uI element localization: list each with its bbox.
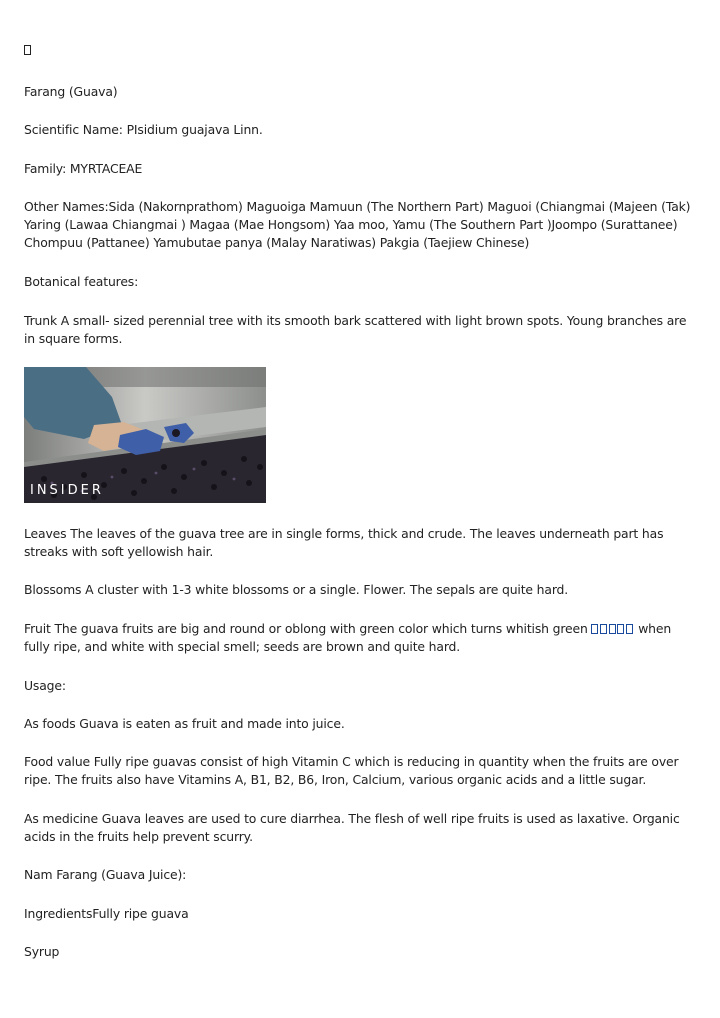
botanical-features-heading: Botanical features:	[24, 274, 139, 289]
other-names: Other Names:Sida (Nakornprathom) Maguoiga Mamuun (The Northern Part) Maguoi (Chiangmai (Majeen (Tak) Yaring (Lawaa Chiangmai ) Magaa (Mae Hongsom) Yaa moo, Yamu (The Southern Part )Joompo (Surattanee) Chompuu (Pattanee) Yamubutae panya (Malay Naratiwas) Pakgia (Taejiew Chinese)	[24, 199, 691, 250]
fruit-paragraph	[24, 620, 696, 656]
scientific-name: Scientific Name: PIsidium guajava Linn.	[24, 122, 263, 137]
fruit-text-after-link: when fully ripe, and white with special smell; seeds are brown and quite hard.	[24, 621, 672, 654]
family-name: Family: MYRTACEAE	[24, 161, 143, 176]
missing-glyph-icon	[24, 45, 31, 55]
as-medicine-paragraph: As medicine Guava leaves are used to cure diarrhea. The flesh of well ripe fruits is used as laxative. Organic acids in the fruits help prevent scurry.	[24, 811, 680, 844]
missing-glyph-icon	[617, 624, 624, 634]
guava-processing-photo	[24, 367, 266, 503]
page-heading: Farang (Guava)	[24, 84, 118, 99]
missing-glyph-icon	[626, 624, 633, 634]
inline-link[interactable]	[591, 621, 634, 636]
blossoms-paragraph: Blossoms A cluster with 1-3 white blossoms or a single. Flower. The sepals are quite hard.	[24, 582, 569, 597]
syrup-line: Syrup	[24, 944, 60, 959]
missing-glyph-icon	[600, 624, 607, 634]
leaves-paragraph: Leaves The leaves of the guava tree are in single forms, thick and crude. The leaves underneath part has streaks with soft yellowish hair.	[24, 526, 664, 559]
as-foods-paragraph: As foods Guava is eaten as fruit and made into juice.	[24, 716, 345, 731]
missing-glyph-icon	[609, 624, 616, 634]
usage-heading: Usage:	[24, 678, 66, 693]
trunk-paragraph: Trunk A small- sized perennial tree with its smooth bark scattered with light brown spots. Young branches are in square forms.	[24, 313, 687, 346]
food-value-paragraph: Food value Fully ripe guavas consist of high Vitamin C which is reducing in quantity when the fruits are over ripe. The fruits also have Vitamins A, B1, B2, B6, Iron, Calcium, various organic acids and a little sugar.	[24, 754, 679, 787]
ingredients-line: IngredientsFully ripe guava	[24, 906, 189, 921]
fruit-text-before-link: Fruit The guava fruits are big and round or oblong with green color which turns whitish green	[24, 621, 592, 636]
missing-glyph-icon	[591, 624, 598, 634]
image-watermark: INSIDER	[30, 483, 104, 498]
guava-juice-heading: Nam Farang (Guava Juice):	[24, 867, 187, 882]
